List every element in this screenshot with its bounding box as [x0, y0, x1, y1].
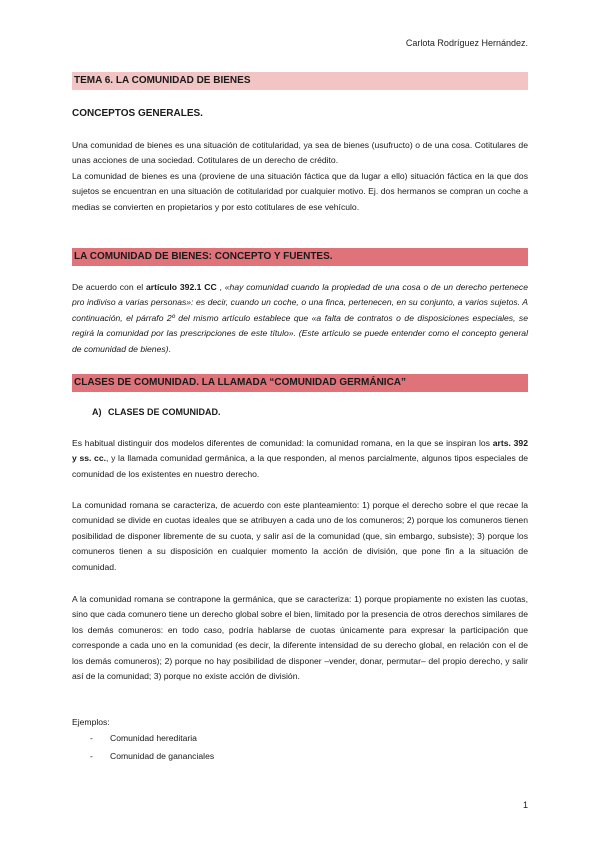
paragraph-situacion-factica: La comunidad de bienes es una (proviene de una situación fáctica que da lugar a ello) situación fáctica en la que dos sujetos se encuentran en una situación de cotitularidad por cualquier motivo. Ej. dos hermanos se compran un coche a medias se convierten en propietarios y por esto cotitulares de ese vehículo.: [72, 171, 528, 212]
section-heading-conceptos: CONCEPTOS GENERALES.: [72, 108, 203, 119]
paragraph-definicion: Una comunidad de bienes es una situación de cotitularidad, ya sea de bienes (usufructo) o de una cosa. Cotitulares de unas acciones de una sociedad. Cotitulares de un derecho de crédito.: [72, 140, 528, 166]
section-heading-clases: CLASES DE COMUNIDAD. LA LLAMADA “COMUNIDAD GERMÁNICA”: [72, 374, 528, 392]
paragraph-articulo-392: [72, 280, 528, 357]
document-title: TEMA 6. LA COMUNIDAD DE BIENES: [72, 72, 528, 90]
list-item: [90, 751, 214, 761]
list-item: [90, 733, 197, 743]
paragraph-modelos: [72, 436, 528, 482]
subsection-label: CLASES DE COMUNIDAD.: [108, 407, 221, 417]
section-heading-concepto-fuentes: LA COMUNIDAD DE BIENES: CONCEPTO Y FUENTES.: [72, 248, 528, 266]
text-p1c: , y la llamada comunidad germánica, a la que responden, al menos parcialmente, algunos tipos especiales de comunidad de los existentes en nuestro derecho.: [72, 453, 528, 479]
list-item-text: Comunidad hereditaria: [110, 733, 197, 743]
subsection-marker: A): [92, 407, 102, 417]
page-number: 1: [522, 800, 528, 810]
list-dash: -: [90, 733, 93, 743]
header-author: Carlota Rodríguez Hernández.: [405, 38, 528, 48]
text-comma: ,: [216, 282, 225, 292]
article-reference-392: arts. 392 y ss. cc.: [72, 438, 528, 464]
examples-title: Ejemplos:: [72, 717, 110, 727]
paragraph-comunidad-germanica: A la comunidad romana se contrapone la germánica, que se caracteriza: 1) porque propiamente no existen las cuotas, sino que cada comunero tiene un derecho global sobre el bien, limitado por la presencia de otros derechos similares de los demás comuneros: en todo caso, podría hablarse de cuotas únicamente para expresar la participación que corresponde a cada uno en la comunidad (es decir, la diferente intensidad de su derecho global, en relación con el de los demás comuneros); 2) porque no hay posibilidad de disponer –vender, donar, permutar– del propio derecho, y salir así de la comunidad; 3) porque no existe acción de división.: [72, 594, 528, 682]
text-intro: De acuerdo con el: [72, 282, 146, 292]
list-item-text: Comunidad de gananciales: [110, 751, 215, 761]
text-end: .: [168, 343, 171, 354]
list-dash: -: [90, 751, 93, 761]
text-p1a: Es habitual distinguir dos modelos diferentes de comunidad: la comunidad romana, en la que se inspiran los: [72, 438, 493, 448]
subsection-heading-clases: [92, 407, 221, 417]
article-reference: artículo 392.1 CC: [146, 282, 217, 292]
paragraph-comunidad-romana: La comunidad romana se caracteriza, de acuerdo con este planteamiento: 1) porque el derecho sobre el que recae la comunidad se divide en cuotas ideales que se atribuyen a cada uno de los comuneros; 2) porque los comuneros tienen posibilidad de disponer libremente de su cuota, y salir así de la comunidad (que, sin embargo, subsiste); 3) porque los comuneros tienen a su disposición en cualquier momento la acción de división, que pone fin a la situación de comunidad.: [72, 500, 528, 572]
article-quote: «hay comunidad cuando la propiedad de una cosa o de un derecho pertenece pro indiviso a varias personas»: es decir, cuando un coche, o una finca, pertenecen, en su conjunto, a varios sujetos. A continuación, el párrafo 2º del mismo artículo establece que «a falta de contratos o de disposiciones especiales, se regirá la comunidad por las prescripciones de este título». (Este artículo se puede entender como el concepto general de comunidad de bienes): [72, 282, 528, 354]
